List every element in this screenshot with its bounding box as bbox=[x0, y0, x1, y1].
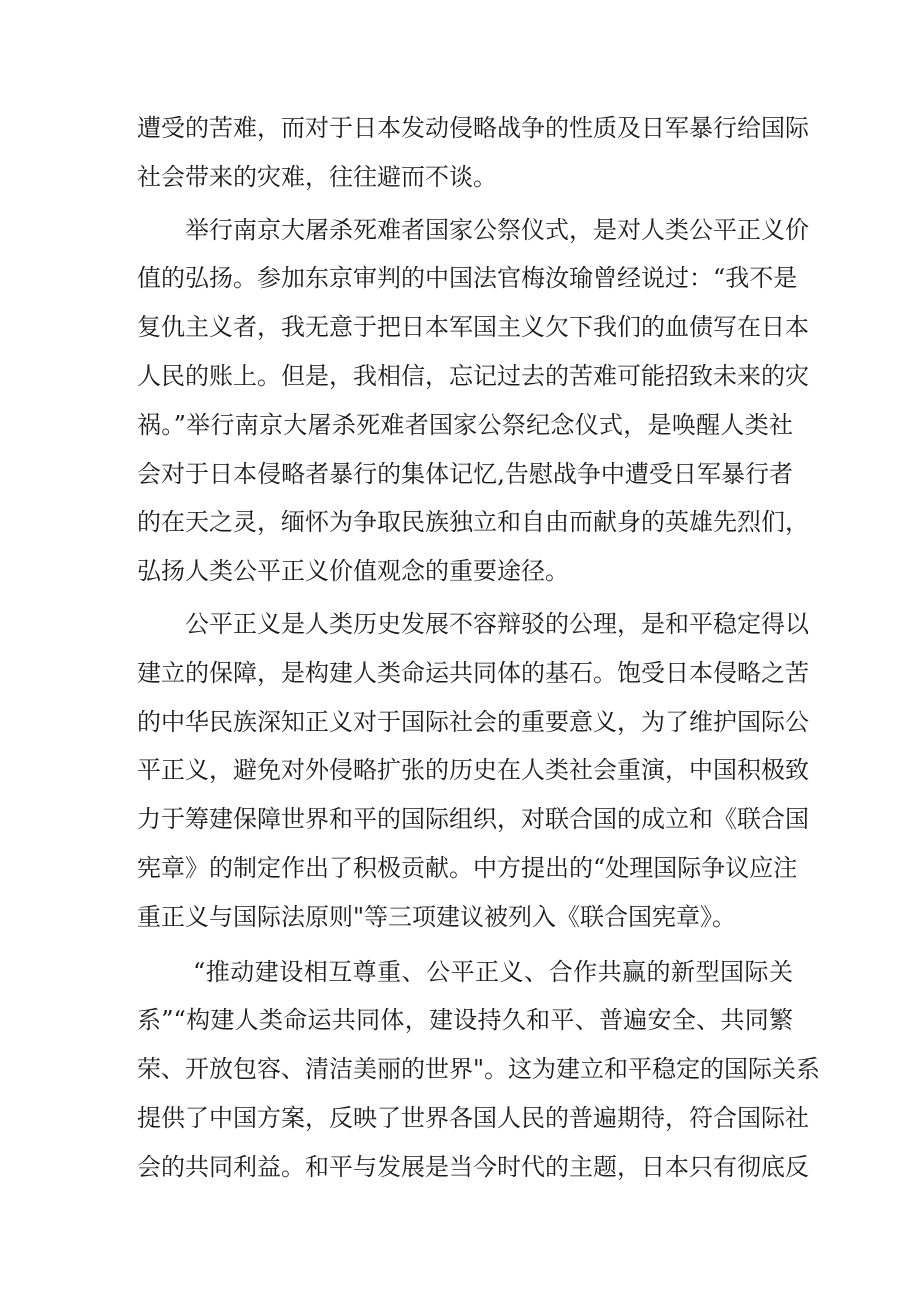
text-line: 系”“构建人类命运共同体，建设持久和平、普遍安全、共同繁 bbox=[137, 1006, 793, 1034]
text-line: 弘扬人类公平正义价值观念的重要途径。 bbox=[137, 557, 569, 585]
text-line: “推动建设相互尊重、公平正义、合作共赢的新型国际关 bbox=[193, 958, 793, 986]
text-line: 的在天之灵，缅怀为争取民族独立和自由而献身的英雄先烈们， bbox=[137, 508, 809, 536]
text-line: 值的弘扬。参加东京审判的中国法官梅汝瑜曾经说过：“我不是 bbox=[137, 264, 798, 292]
text-line: 的中华民族深知正义对于国际社会的重要意义，为了维护国际公 bbox=[137, 708, 809, 736]
text-line: 祸。”举行南京大屠杀死难者国家公祭纪念仪式，是唤醒人类社 bbox=[137, 411, 793, 439]
text-line: 力于筹建保障世界和平的国际组织，对联合国的成立和《联合国 bbox=[137, 805, 809, 833]
text-line: 公平正义是人类历史发展不容辩驳的公理，是和平稳定得以 bbox=[185, 610, 809, 638]
text-line: 荣、开放包容、清洁美丽的世界"。这为建立和平稳定的国际关系 bbox=[137, 1055, 821, 1083]
text-line: 重正义与国际法原则"等三项建议被列入《联合国宪章》。 bbox=[137, 903, 737, 931]
text-line: 复仇主义者，我无意于把日本军国主义欠下我们的血债写在日本 bbox=[137, 313, 809, 341]
text-line: 提供了中国方案，反映了世界各国人民的普遍期待，符合国际社 bbox=[137, 1104, 809, 1132]
text-line: 会的共同利益。和平与发展是当今时代的主题，日本只有彻底反 bbox=[137, 1153, 809, 1181]
text-line: 平正义，避免对外侵略扩张的历史在人类社会重演，中国积极致 bbox=[137, 756, 809, 784]
text-line: 人民的账上。但是，我相信，忘记过去的苦难可能招致未来的灾 bbox=[137, 362, 809, 390]
text-line: 社会带来的灾难，往往避而不谈。 bbox=[137, 163, 497, 191]
text-line: 举行南京大屠杀死难者国家公祭仪式，是对人类公平正义价 bbox=[185, 216, 809, 244]
text-line: 宪章》的制定作出了积极贡献。中方提出的“处理国际争议应注 bbox=[137, 854, 798, 882]
text-line: 会对于日本侵略者暴行的集体记忆,告慰战争中遭受日军暴行者 bbox=[137, 460, 793, 488]
text-line: 遭受的苦难，而对于日本发动侵略战争的性质及日军暴行给国际 bbox=[137, 114, 809, 142]
text-line: 建立的保障，是构建人类命运共同体的基石。饱受日本侵略之苦 bbox=[137, 659, 809, 687]
